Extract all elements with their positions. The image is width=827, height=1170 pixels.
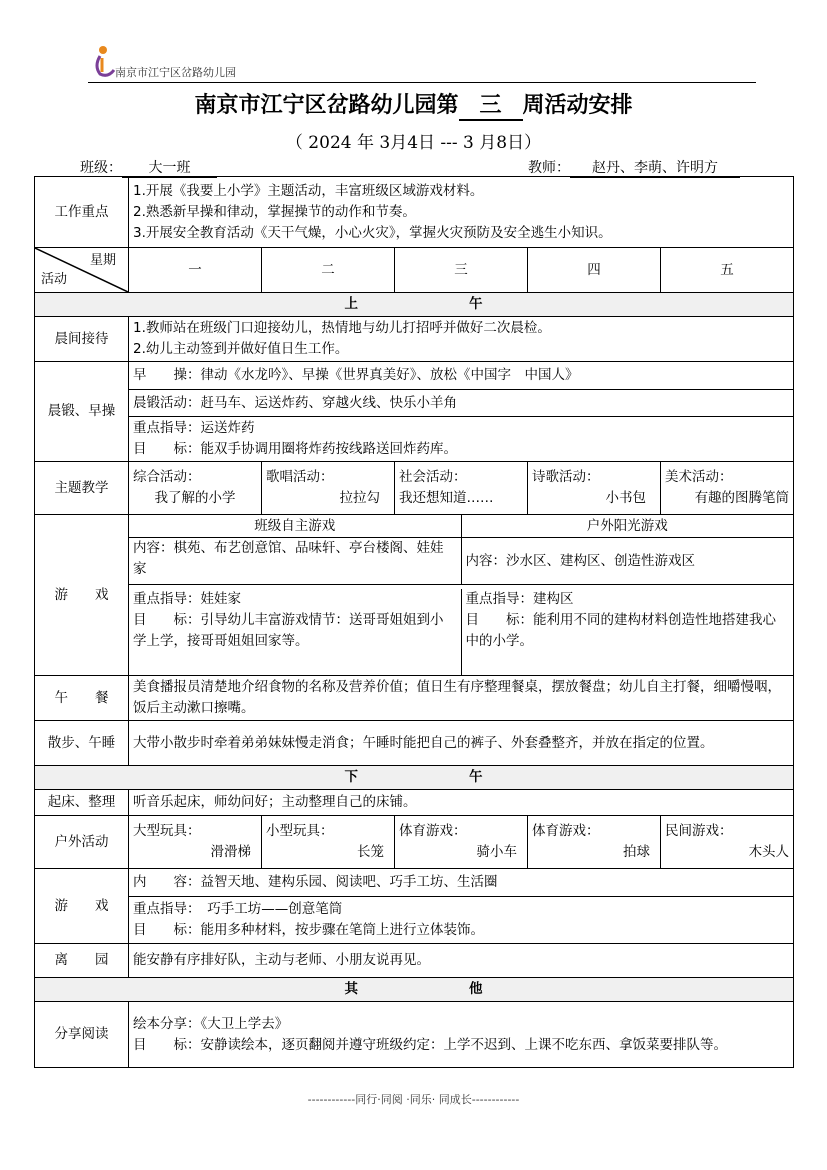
theme-label: 主题教学 [35,462,129,515]
day-monday: 一 [129,248,262,293]
theme-name: 我还想知道…… [399,490,494,506]
day-wednesday: 三 [395,248,528,293]
exercise-goal-text: 目 标：能双手协调用圈将炸药按线路送回炸药库。 [133,441,457,457]
weekday-header-row [35,248,794,293]
afternoon-games-row [35,897,794,944]
outdoor-games-focus [461,589,794,675]
outdoor-cell [661,816,794,869]
logo-text: 南京市江宁区岔路幼儿园 [115,66,236,79]
theme-cell [262,462,395,515]
title-prefix: 南京市江宁区岔路幼儿园第 [194,92,459,118]
outdoor-name: 拍球 [623,844,650,860]
exercise-row [35,417,794,462]
teacher-names: 赵丹、李萌、许明方 [570,157,740,178]
wakeup-content: 听音乐起床，师幼问好；主动整理自己的床铺。 [129,790,794,816]
kindergarten-logo [88,44,118,78]
theme-type: 歌唱活动： [266,469,334,485]
afternoon-games-focus [129,897,794,944]
theme-cell [395,462,528,515]
other-section-row [35,978,794,1002]
nap-row [35,721,794,766]
section-char: 午 [469,769,484,785]
morning-games-row [35,515,794,676]
morning-section-row [35,293,794,317]
class-games-focus [129,589,461,675]
outdoor-name: 骑小车 [476,844,517,860]
theme-name: 我了解的小学 [154,490,236,506]
class-info [80,157,217,178]
nap-label: 散步、午睡 [35,721,129,766]
work-focus-label: 工作重点 [35,177,129,248]
class-games-focus-text: 重点指导：娃娃家 [133,591,241,607]
lunch-row [35,676,794,721]
lunch-label: 午 餐 [35,676,129,721]
outdoor-row [35,816,794,869]
morning-section-header [35,293,794,317]
work-focus-item: 3.开展安全教育活动《天干气燥，小心火灾》，掌握火灾预防及安全逃生小知识。 [133,224,612,241]
date-range: （ 2024 年 3月4日 --- 3 月8日） [285,133,542,153]
exercise-row [35,390,794,417]
reading-row [35,1002,794,1068]
outdoor-cell [129,816,262,869]
reception-label: 晨间接待 [35,317,129,362]
week-number: 三 [459,88,523,121]
other-section-header [35,978,794,1002]
outdoor-type: 民间游戏： [665,823,733,839]
leave-label: 离 园 [35,944,129,978]
corner-activity-label: 活动 [41,272,68,287]
day-thursday: 四 [528,248,661,293]
morning-games-label: 游 戏 [35,515,129,676]
outdoor-cell [528,816,661,869]
class-games-title: 班级自主游戏 [254,518,336,534]
class-games-content: 内容：棋苑、布艺创意馆、品味轩、亭台楼阁、娃娃家 [133,540,444,577]
work-focus-content [129,177,794,248]
leave-content: 能安静有序排好队，主动与老师、小朋友说再见。 [129,944,794,978]
section-char: 下 [344,769,360,785]
day-friday: 五 [661,248,794,293]
reading-label: 分享阅读 [35,1002,129,1068]
leave-row [35,944,794,978]
reception-content [129,317,794,362]
afternoon-games-goal-text: 目 标：能用多种材料，按步骤在笔筒上进行立体装饰。 [133,922,484,938]
work-focus-row [35,177,794,248]
page-title [0,88,827,121]
outdoor-name: 滑滑梯 [210,844,251,860]
outdoor-games-content [461,538,794,584]
outdoor-label: 户外活动 [35,816,129,869]
theme-row [35,462,794,515]
section-char: 午 [469,296,484,312]
outdoor-name: 木头人 [748,844,790,860]
outdoor-cell [395,816,528,869]
outdoor-name: 长笼 [357,844,384,860]
afternoon-section-row [35,766,794,790]
reading-content [129,1002,794,1068]
wakeup-row [35,790,794,816]
title-suffix: 周活动安排 [522,92,633,118]
theme-type: 社会活动： [399,469,467,485]
outdoor-type: 小型玩具： [266,823,334,839]
outdoor-type: 体育游戏： [399,823,467,839]
teacher-label: 教师： [528,160,570,176]
afternoon-games-row [35,869,794,897]
outdoor-cell [262,816,395,869]
work-focus-item: 2.熟悉新早操和律动，掌握操节的动作和节奏。 [133,203,416,220]
corner-weekday-label: 星期 [89,253,116,268]
exercise-focus-text: 重点指导：运送炸药 [133,420,255,436]
section-char: 上 [344,296,360,312]
exercise-label: 晨锻、早操 [35,362,129,462]
schedule-table [34,176,794,1068]
section-char: 其 [344,981,360,997]
outdoor-games-focus-text: 重点指导：建构区 [465,591,574,607]
afternoon-section-header [35,766,794,790]
morning-games-content [129,515,794,676]
footer-slogan: ------------同行·同阅 ·同乐· 同成长------------ [307,1093,520,1106]
work-focus-item: 1.开展《我要上小学》主题活动，丰富班级区域游戏材料。 [133,182,484,199]
exercise-activities: 晨锻活动：赶马车、运送炸药、穿越火线、快乐小羊角 [129,390,794,417]
class-name: 大一班 [122,157,217,178]
outdoor-type: 体育游戏： [532,823,600,839]
day-tuesday: 二 [262,248,395,293]
reception-item: 2.幼儿主动签到并做好值日生工作。 [133,341,349,357]
theme-type: 综合活动： [133,469,201,485]
outdoor-games-goal-text: 目 标：能利用不同的建构材料创造性地搭建我心中的小学。 [465,612,777,649]
reception-row [35,317,794,362]
afternoon-games-content: 内 容：益智天地、建构乐园、阅读吧、巧手工坊、生活圈 [129,869,794,897]
exercise-focus [129,417,794,462]
theme-name: 拉拉勾 [339,490,380,506]
header-divider [88,82,756,83]
outdoor-type: 大型玩具： [133,823,201,839]
section-char: 他 [469,981,484,997]
lunch-content: 美食播报员清楚地介绍食物的名称及营养价值；值日生有序整理餐桌，摆放餐盘；幼儿自主打餐，细嚼慢咽，饭后主动漱口擦嘴。 [129,676,794,721]
theme-type: 诗歌活动： [532,469,600,485]
theme-cell [528,462,661,515]
reading-book: 绘本分享：《大卫上学去》 [133,1015,289,1032]
outdoor-games-title: 户外阳光游戏 [461,515,794,537]
wakeup-label: 起床、整理 [35,790,129,816]
theme-name: 小书包 [605,490,646,506]
reading-goal: 目 标：安静读绘本，逐页翻阅并遵守班级约定：上学不迟到、上课不吃东西、拿饭菜要排队等。 [133,1036,727,1053]
afternoon-games-focus-text: 重点指导： 巧手工坊——创意笔筒 [133,901,343,917]
exercise-morning-routine: 早 操：律动《水龙吟》、早操《世界真美好》、放松《中国字 中国人》 [129,362,794,390]
weekday-activity-corner [35,248,129,293]
class-games-goal-text: 目 标：引导幼儿丰富游戏情节：送哥哥姐姐到小学上学，接哥哥姐姐回家等。 [133,612,444,649]
teacher-info [528,157,740,178]
reception-item: 1.教师站在班级门口迎接幼儿，热情地与幼儿打招呼并做好二次晨检。 [133,320,551,336]
theme-name: 有趣的图腾笔筒 [694,490,790,506]
theme-cell [129,462,262,515]
outdoor-games-content-text: 内容：沙水区、建构区、创造性游戏区 [465,552,696,569]
theme-type: 美术活动： [665,469,733,485]
class-label: 班级： [80,160,122,176]
afternoon-games-label: 游 戏 [35,869,129,944]
exercise-row [35,362,794,390]
nap-content: 大带小散步时牵着弟弟妹妹慢走消食；午睡时能把自己的裤子、外套叠整齐，并放在指定的位置。 [129,721,794,766]
theme-cell [661,462,794,515]
